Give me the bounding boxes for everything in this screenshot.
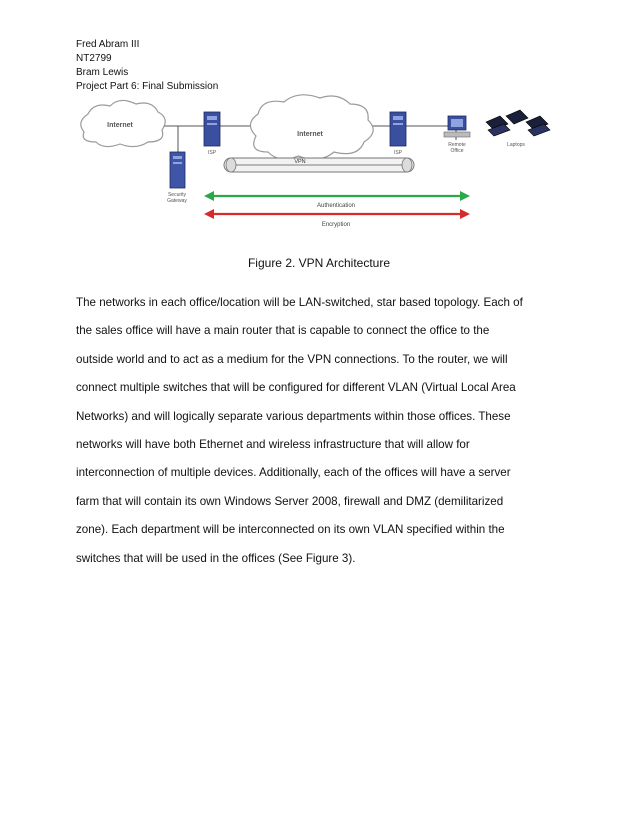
- laptops-label: Laptops: [507, 142, 525, 148]
- course-code: NT2799: [76, 53, 112, 64]
- instructor-name: Bram Lewis: [76, 67, 129, 78]
- paragraph-line: the sales office will have a main router that is capable to connect the office to the: [76, 324, 490, 338]
- cloud-left-label: Internet: [107, 122, 133, 129]
- assignment-title: Project Part 6: Final Submission: [76, 81, 219, 92]
- laptops-icon: [486, 110, 550, 148]
- authentication-arrow: [204, 191, 470, 209]
- internet-cloud-middle: [250, 95, 373, 159]
- author-name: Fred Abram III: [76, 39, 140, 50]
- isp-left-label: ISP: [207, 150, 217, 156]
- paragraph-line: switches that will be used in the offices (See Figure 3).: [76, 551, 356, 565]
- body-paragraph: [76, 289, 564, 573]
- paragraph-line: The networks in each office/location will be LAN-switched, star based topology. Each of: [76, 296, 523, 309]
- remote-office-label-2: Office: [450, 148, 464, 154]
- encryption-label: Encryption: [321, 222, 351, 228]
- vpn-tunnel: [224, 158, 414, 172]
- encryption-arrow: [204, 209, 470, 228]
- vpn-label: VPN: [294, 159, 306, 165]
- remote-office-computer-icon: [444, 116, 470, 154]
- security-gateway-label-2: Gateway: [167, 198, 187, 204]
- security-gateway-label-1: Security: [167, 192, 187, 198]
- document-header: [76, 38, 218, 94]
- paragraph-line: farm that will contain its own Windows Server 2008, firewall and DMZ (demilitarized: [76, 494, 504, 508]
- paragraph-line: interconnection of multiple devices. Additionally, each of the offices will have a server: [76, 466, 511, 480]
- paragraph-line: zone). Each department will be interconnected on its own VLAN specified within the: [76, 523, 505, 537]
- remote-office-label-1: Remote: [448, 142, 466, 148]
- isp-right-label: ISP: [393, 150, 403, 156]
- cloud-middle-label: Internet: [297, 131, 323, 138]
- vpn-diagram: [76, 92, 552, 232]
- paragraph-line: outside world and to act as a medium for the VPN connections. To the router, we will: [76, 352, 508, 366]
- figure-caption: Figure 2. VPN Architecture: [247, 256, 391, 270]
- vpn-architecture-figure: [76, 92, 552, 232]
- authentication-label: Authentication: [316, 203, 356, 209]
- paragraph-line: connect multiple switches that will be configured for different VLAN (Virtual Local Area: [76, 381, 516, 395]
- internet-cloud-left: [81, 100, 165, 146]
- paragraph-line: Networks) and will logically separate various departments within those offices. These: [76, 409, 511, 423]
- paragraph-line: networks will have both Ethernet and wireless infrastructure that will allow for: [76, 437, 470, 451]
- isp-router-left-icon: [204, 112, 220, 156]
- isp-router-right-icon: [390, 112, 406, 156]
- security-gateway-icon: [167, 126, 187, 204]
